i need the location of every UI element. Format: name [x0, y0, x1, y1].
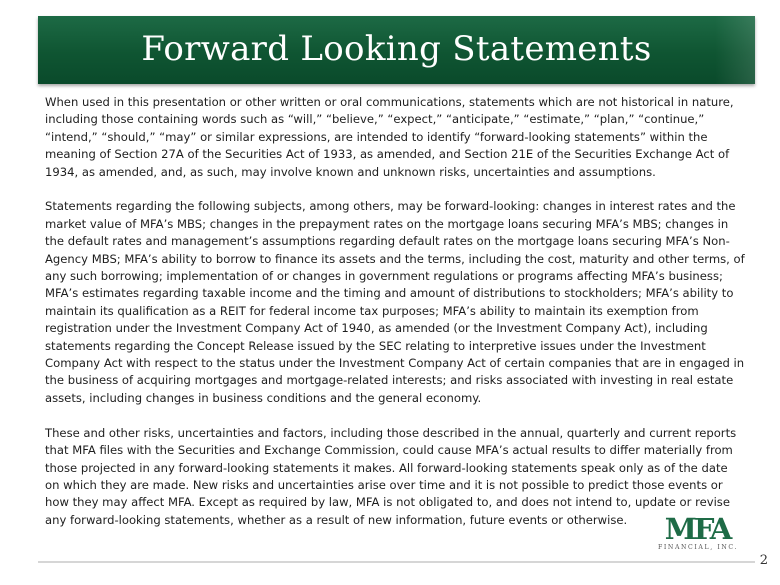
page-number: 2	[759, 553, 768, 568]
logo-subtext: FINANCIAL, INC.	[658, 544, 739, 551]
title-banner	[38, 16, 755, 84]
body-text	[45, 94, 745, 547]
paragraph-subjects: Statements regarding the following subjects, among others, may be forward-looking: changes in interest rates and the market value of MFA’s MBS; changes in the prepayment rates on the mortgage loans securing MFA’s MBS; changes in the default rates and management’s assumptions regarding default rates on the mortgage loans securing MFA’s Non-Agency MBS; MFA’s ability to borrow to finance its assets and the terms, including the cost, maturity and other terms, of any such borrowing; implementation of or changes in government regulations or programs affecting MFA’s business; MFA’s estimates regarding taxable income and the timing and amount of distributions to stockholders; MFA’s ability to maintain its qualification as a REIT for federal income tax purposes; MFA’s ability to maintain its exemption from registration under the Investment Company Act of 1940, as amended (or the Investment Company Act), including statements regarding the Concept Release issued by the SEC relating to interpretive issues under the Investment Company Act with respect to the status under the Investment Company Act of certain companies that are in engaged in the business of acquiring mortgages and mortgage-related interests; and risks associated with investing in real estate assets, including changes in business conditions and the general economy.	[45, 199, 745, 405]
page-title: Forward Looking Statements	[141, 29, 652, 69]
paragraph-risks: These and other risks, uncertainties and factors, including those described in the annual, quarterly and current reports that MFA files with the Securities and Exchange Commission, could cause MFA’s actual results to differ materially from those projected in any forward-looking statements it makes. All forward-looking statements speak only as of the date on which they are made. New risks and uncertainties arise over time and it is not possible to predict those events or how they may affect MFA. Except as required by law, MFA is not obligated to, and does not intend to, update or revise any forward-looking statements, whether as a result of new information, future events or otherwise.	[45, 425, 737, 527]
footer-divider	[38, 561, 755, 563]
paragraph-intro: When used in this presentation or other written or oral communications, statements which are not historical in nature, including those containing words such as “will,” “believe,” “expect,” “anticipate,” “estimate,” “plan,” “continue,” “intend,” “should,” “may” or similar expressions, are intended to identify “forward-looking statements” within the meaning of Section 27A of the Securities Act of 1933, as amended, and Section 21E of the Securities Exchange Act of 1934, as amended, and, as such, may involve known and unknown risks, uncertainties and assumptions.	[45, 95, 734, 179]
mfa-logo	[658, 512, 739, 555]
logo-mark: MFA	[664, 512, 730, 546]
